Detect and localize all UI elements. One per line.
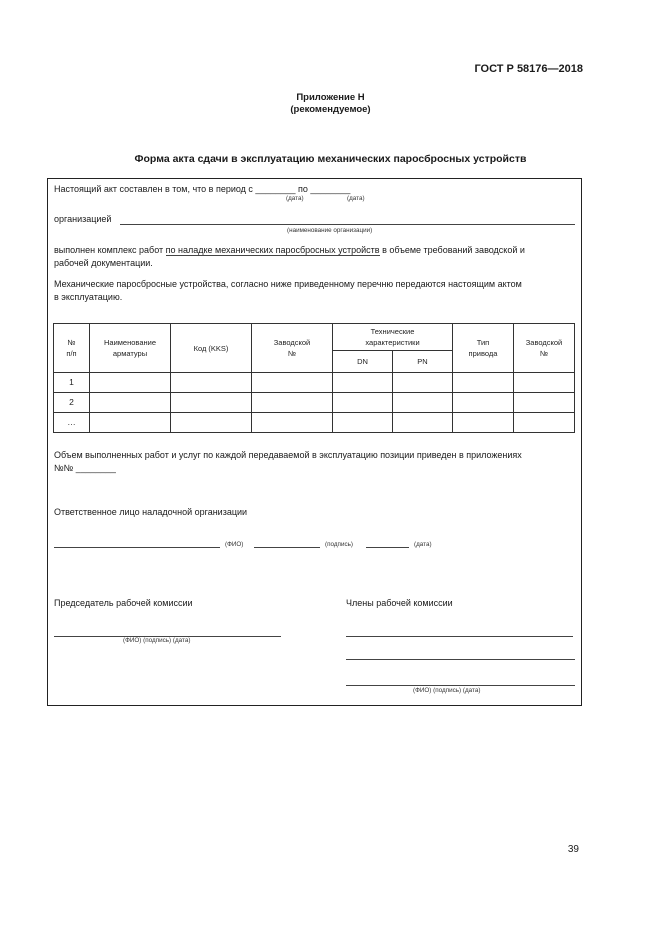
scope-line-2: №№ ________ <box>54 463 116 473</box>
form-title: Форма акта сдачи в эксплуатацию механических паросбросных устройств <box>134 153 527 165</box>
table-cell <box>453 413 514 433</box>
header-num: № п/п <box>54 324 90 373</box>
appendix-status: (рекомендуемое) <box>290 104 371 115</box>
organization-label: организацией <box>54 214 112 224</box>
members-label: Члены рабочей комиссии <box>346 598 453 608</box>
table-cell <box>453 373 514 393</box>
appendix-title: Приложение Н <box>296 92 365 103</box>
member-line-2 <box>346 659 575 660</box>
table-cell <box>333 413 393 433</box>
table-cell <box>393 393 453 413</box>
fio-caption: (ФИО) <box>225 541 244 548</box>
header-specs: Технические характеристики <box>333 324 453 351</box>
header-serial-2: Заводской № <box>514 324 575 373</box>
chair-caption: (ФИО) (подпись) (дата) <box>123 637 191 644</box>
table-cell <box>171 373 252 393</box>
members-caption: (ФИО) (подпись) (дата) <box>413 687 481 694</box>
table-cell <box>90 373 171 393</box>
devices-line-1: Механические паросбросные устройства, согласно ниже приведенному перечню передаются настоящим актом <box>54 279 522 289</box>
row-number: 2 <box>54 393 90 413</box>
date-from-caption: (дата) <box>286 195 304 202</box>
table-cell <box>514 373 575 393</box>
table-cell <box>171 413 252 433</box>
fio-line <box>54 547 220 548</box>
table-cell <box>171 393 252 413</box>
standard-number: ГОСТ Р 58176—2018 <box>474 63 583 75</box>
date-to-caption: (дата) <box>347 195 365 202</box>
member-line-1 <box>346 636 573 637</box>
table-cell <box>453 393 514 413</box>
row-number: 1 <box>54 373 90 393</box>
header-name: Наименование арматуры <box>90 324 171 373</box>
header-dn: DN <box>333 351 393 373</box>
chair-label: Председатель рабочей комиссии <box>54 598 193 608</box>
scope-line-1: Объем выполненных работ и услуг по каждой передаваемой в эксплуатацию позиции приведен в приложениях <box>54 450 522 460</box>
table-cell <box>514 413 575 433</box>
header-drive: Тип привода <box>453 324 514 373</box>
responsible-label: Ответственное лицо наладочной организации <box>54 507 248 517</box>
table-cell <box>90 393 171 413</box>
table-cell <box>252 413 333 433</box>
row-number: … <box>54 413 90 433</box>
table-row <box>54 413 575 433</box>
member-line-3 <box>346 685 575 686</box>
completed-line-1: выполнен комплекс работ по наладке механических паросбросных устройств в объеме требований заводской и <box>54 245 525 255</box>
table-row <box>54 393 575 413</box>
work-scope-underlined: по наладке механических паросбросных устройств <box>165 245 380 255</box>
devices-line-2: в эксплуатацию. <box>54 292 123 302</box>
header-serial: Заводской № <box>252 324 333 373</box>
table-cell <box>333 393 393 413</box>
table-cell <box>252 393 333 413</box>
table-cell <box>393 373 453 393</box>
table-cell <box>333 373 393 393</box>
signature-line <box>254 547 320 548</box>
table-cell <box>514 393 575 413</box>
table-row <box>54 373 575 393</box>
table-cell <box>90 413 171 433</box>
header-pn: PN <box>393 351 453 373</box>
header-code: Код (KKS) <box>171 324 252 373</box>
organization-caption: (наименование организации) <box>287 227 373 234</box>
table-cell <box>393 413 453 433</box>
act-intro: Настоящий акт составлен в том, что в период с ________ по ________ <box>54 184 351 194</box>
page-number: 39 <box>567 844 579 855</box>
date-caption: (дата) <box>414 541 432 548</box>
signature-caption: (подпись) <box>325 541 353 548</box>
date-line <box>366 547 409 548</box>
table-cell <box>252 373 333 393</box>
completed-line-2: рабочей документации. <box>54 258 153 268</box>
organization-line <box>120 224 575 225</box>
devices-table <box>53 323 575 433</box>
